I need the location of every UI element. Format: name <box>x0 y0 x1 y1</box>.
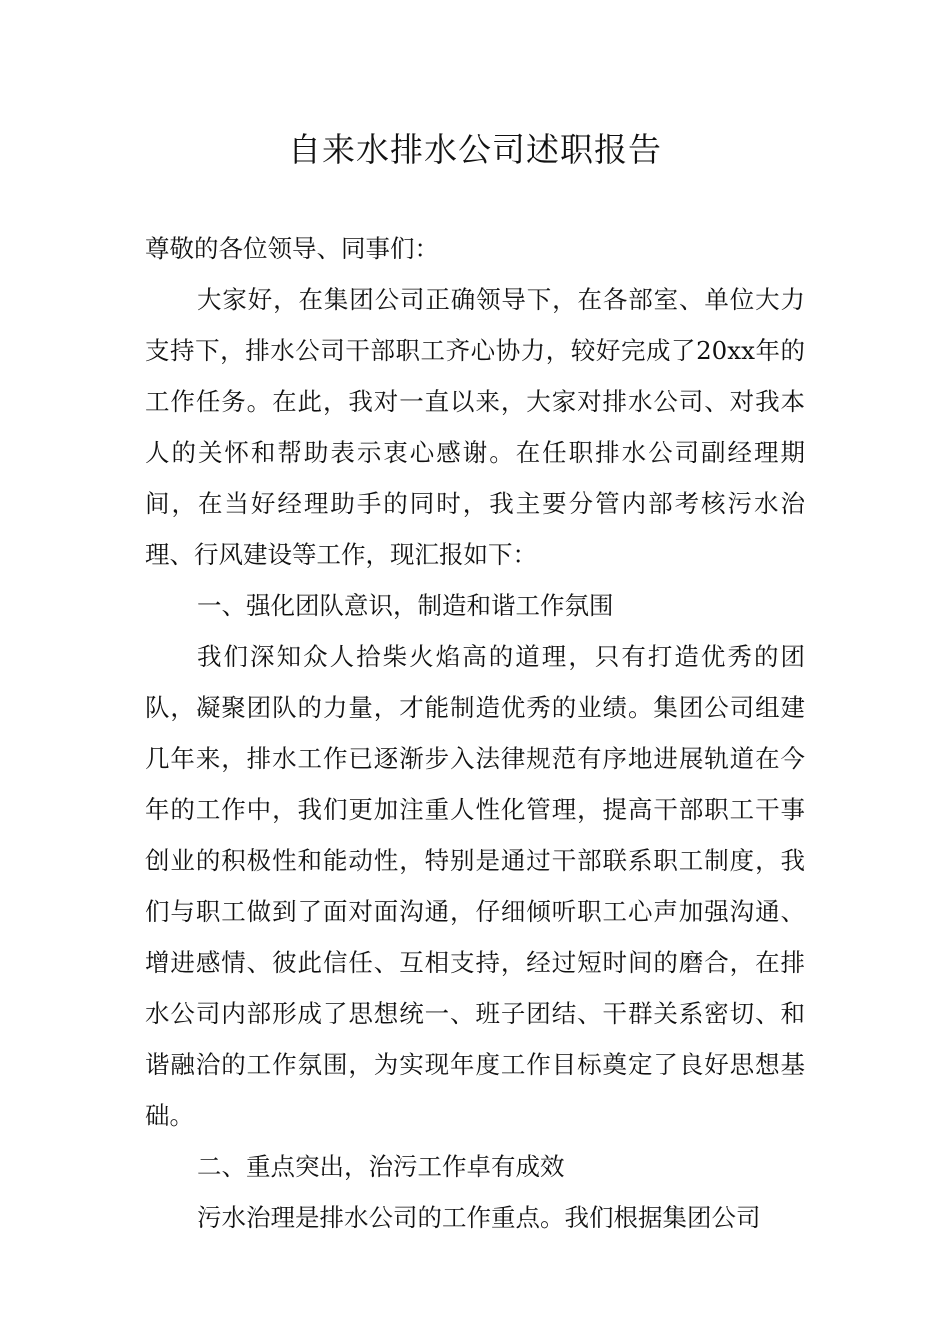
section-heading-2: 二、重点突出，治污工作卓有成效 <box>197 1152 565 1181</box>
salutation: 尊敬的各位领导、同事们： <box>145 234 439 263</box>
paragraph-team: 我们深知众人拾柴火焰高的道理，只有打造优秀的团队，凝聚团队的力量，才能制造优秀的业绩。集团公司组建几年来，排水工作已逐渐步入法律规范有序地进展轨道在今年的工作中，我们更加注重人性化管理，提高干部职工干事创业的积极性和能动性，特别是通过干部联系职工制度，我们与职工做到了面对面沟通，仔细倾听职工心声加强沟通、增进感情、彼此信任、互相支持，经过短时间的磨合，在排水公司内部形成了思想统一、班子团结、干群关系密切、和谐融洽的工作氛围，为实现年度工作目标奠定了良好思想基础。 <box>145 642 805 1130</box>
paragraph-sewage: 污水治理是排水公司的工作重点。我们根据集团公司 <box>197 1203 761 1232</box>
document-body <box>145 223 805 1243</box>
section-heading-1: 一、强化团队意识，制造和谐工作氛围 <box>197 591 614 620</box>
paragraph-intro: 大家好，在集团公司正确领导下，在各部室、单位大力支持下，排水公司干部职工齐心协力，较好完成了20xx年的工作任务。在此，我对一直以来，大家对排水公司、对我本人的关怀和帮助表示衷心感谢。在任职排水公司副经理期间，在当好经理助手的同时，我主要分管内部考核污水治理、行风建设等工作，现汇报如下： <box>145 285 805 569</box>
document-title: 自来水排水公司述职报告 <box>288 130 662 169</box>
